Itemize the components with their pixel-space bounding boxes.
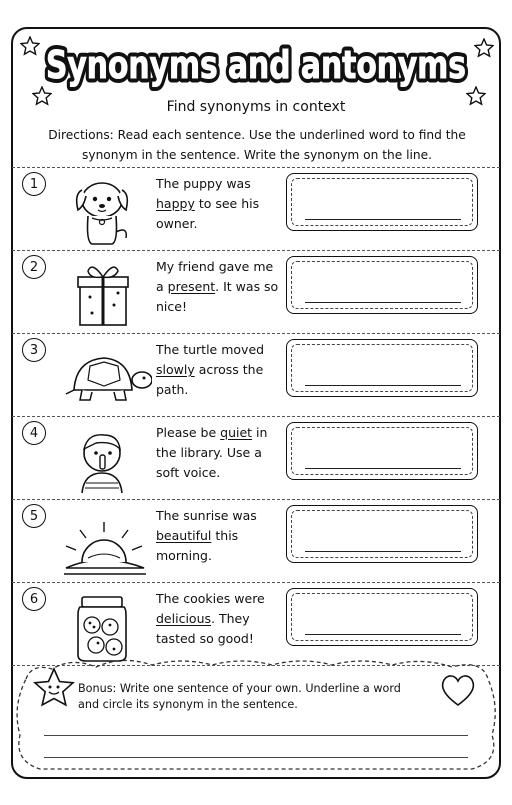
underlined-word: quiet <box>220 425 253 440</box>
star-face-icon <box>32 667 76 709</box>
answer-box[interactable] <box>286 173 478 231</box>
question-number: 5 <box>22 504 46 528</box>
question-row <box>12 585 500 667</box>
question-row <box>12 253 500 335</box>
bonus-section <box>12 657 500 777</box>
answer-line[interactable] <box>305 634 461 635</box>
puppy-icon <box>52 170 152 248</box>
answer-box[interactable] <box>286 422 478 480</box>
underlined-word: present <box>167 279 216 294</box>
sentence-text: to see his owner. <box>156 196 260 231</box>
answer-box[interactable] <box>286 505 478 563</box>
underlined-word: delicious <box>156 611 211 626</box>
bonus-cloud-frame <box>12 657 500 777</box>
cookie-jar-icon <box>52 585 152 663</box>
answer-box[interactable] <box>286 256 478 314</box>
row-divider <box>12 416 500 417</box>
sentence-text: . It was so nice! <box>156 279 279 314</box>
question-row <box>12 419 500 501</box>
underlined-word: slowly <box>156 362 195 377</box>
question-number: 1 <box>22 172 46 196</box>
svg-text:Synonyms and antonyms: Synonyms and antonyms <box>46 43 466 87</box>
question-sentence <box>156 174 280 234</box>
answer-box[interactable] <box>286 588 478 646</box>
sentence-text: The sunrise was <box>156 508 257 523</box>
answer-line[interactable] <box>305 219 461 220</box>
row-divider <box>12 167 500 168</box>
question-sentence <box>156 506 280 566</box>
sentence-text: . They tasted so good! <box>156 611 254 646</box>
question-number: 2 <box>22 255 46 279</box>
row-divider <box>12 582 500 583</box>
question-sentence <box>156 340 280 400</box>
sentence-text: The puppy was <box>156 176 251 191</box>
answer-line[interactable] <box>305 468 461 469</box>
subtitle: Find synonyms in context <box>166 99 346 115</box>
title-text: Synonyms and antonyms <box>46 43 466 87</box>
question-row <box>12 502 500 584</box>
sentence-text: across the path. <box>156 362 264 397</box>
underlined-word: beautiful <box>156 528 212 543</box>
bonus-text: Bonus: Write one sentence of your own. Underline a word and circle its synonym in the sentence. <box>78 682 401 711</box>
question-sentence <box>156 257 280 317</box>
sentence-text: The turtle moved <box>156 342 265 357</box>
row-divider <box>12 250 500 251</box>
gift-icon <box>52 253 152 331</box>
question-sentence <box>156 423 280 483</box>
question-number: 4 <box>22 421 46 445</box>
bonus-writing-line[interactable] <box>44 757 468 758</box>
row-divider <box>12 499 500 500</box>
bonus-writing-line[interactable] <box>44 735 468 736</box>
question-number: 6 <box>22 587 46 611</box>
row-divider <box>12 333 500 334</box>
quiet-child-icon <box>52 419 152 497</box>
heart-icon <box>438 671 478 709</box>
answer-line[interactable] <box>305 551 461 552</box>
turtle-icon <box>52 336 152 414</box>
sentence-text: Please be <box>156 425 221 440</box>
sentence-text: in the library. Use a soft voice. <box>156 425 268 480</box>
underlined-word: happy <box>156 196 195 211</box>
question-number: 3 <box>22 338 46 362</box>
question-row <box>12 336 500 418</box>
sentence-text: The cookies were <box>156 591 265 606</box>
page-title <box>0 34 512 96</box>
question-row <box>12 170 500 252</box>
sentence-text: My friend gave me a <box>156 259 274 294</box>
sentence-text: this morning. <box>156 528 239 563</box>
sunrise-icon <box>52 502 152 580</box>
answer-line[interactable] <box>305 385 461 386</box>
question-sentence <box>156 589 280 649</box>
answer-line[interactable] <box>305 302 461 303</box>
answer-box[interactable] <box>286 339 478 397</box>
directions: Directions: Read each sentence. Use the underlined word to find the synonym in the sentence. Write the synonym on the line. <box>48 128 466 162</box>
